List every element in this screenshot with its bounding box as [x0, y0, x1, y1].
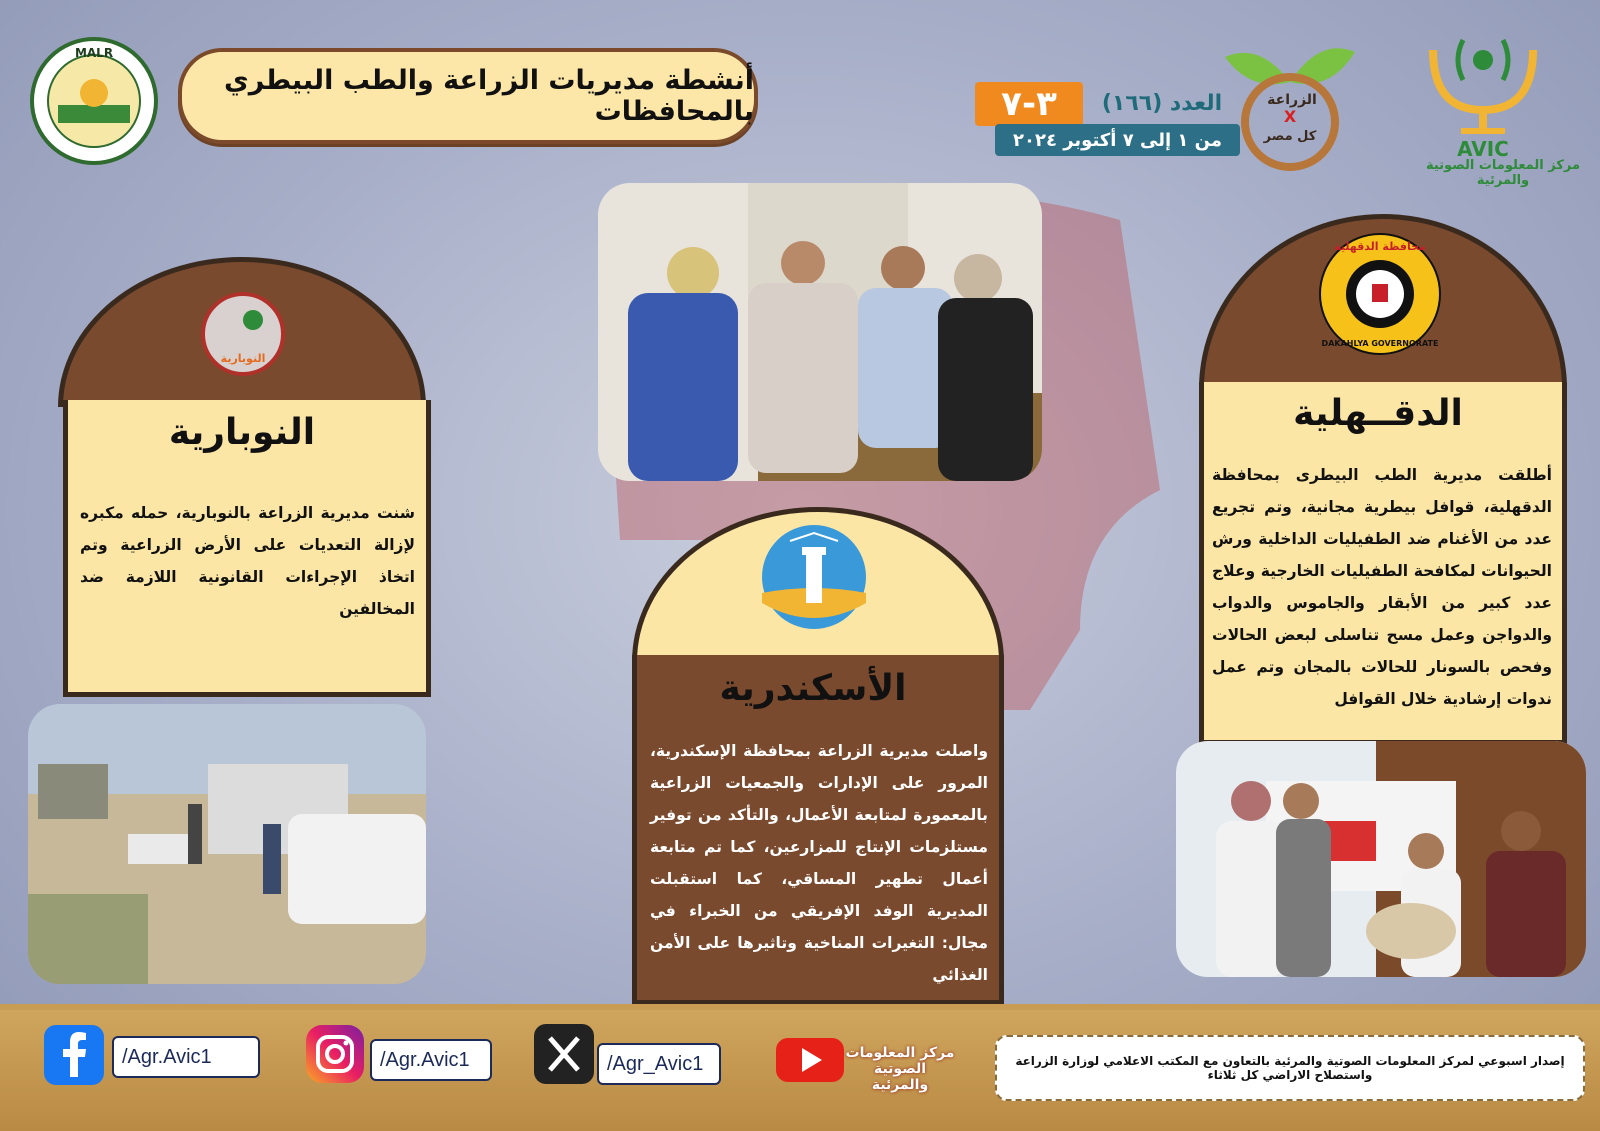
alexandria-title: الأسكندرية — [719, 668, 907, 709]
dakahlia-body: أطلقت مديرية الطب البيطرى بمحافظة الدقهلية، قوافل بيطرية مجانية، وتم تجريع عدد من الأغنام ضد الطفيليات الداخلية ورش الحيوانات لمكافحة الطفيليات الخارجية وعلاج عدد كبير من الأبقار والجاموس والدواب والدواجن وعمل مسح تناسلى لبعض الحالات وفحص بالسونار للحالات بالمجان وتم عمل ندوات إرشادية خلال القوافل — [1212, 466, 1552, 708]
nubaria-body: شنت مديرية الزراعة بالنوبارية، حمله مكبره لإزالة التعديات على الأرض الزراعية وتم اتخاذ الإجراءات القانونية اللازمة ضد المخالفين — [80, 504, 415, 618]
ministry-logo — [28, 35, 160, 167]
avic-logo — [1413, 10, 1553, 160]
youtube-icon[interactable] — [770, 1030, 850, 1090]
ministry-logo-text: MALR — [74, 46, 114, 60]
meeting-photo — [598, 183, 1042, 481]
campaign-logo — [1220, 22, 1360, 172]
instagram-handle-text: /Agr.Avic1 — [380, 1048, 470, 1071]
dakahlia-logo — [1318, 232, 1442, 356]
facebook-handle-text: /Agr.Avic1 — [122, 1045, 212, 1068]
facebook-icon[interactable] — [34, 1015, 114, 1095]
nubaria-logo — [195, 290, 291, 378]
issue-label: العدد (١٦٦) — [1101, 90, 1223, 116]
campaign-logo-line1: الزراعة — [1267, 92, 1317, 108]
nubaria-title: النوبارية — [168, 412, 316, 453]
issue-number-badge: ٣-٧ — [975, 82, 1083, 126]
instagram-handle[interactable] — [370, 1039, 492, 1081]
veterinary-convoy-photo — [1176, 741, 1586, 977]
nubaria-logo-text: النوبارية — [220, 352, 266, 365]
x-twitter-icon[interactable] — [528, 1018, 600, 1090]
facebook-handle[interactable] — [112, 1036, 260, 1078]
alexandria-logo — [760, 523, 868, 631]
youtube-caption: مركز المعلومات الصوتية والمرئية — [845, 1045, 955, 1093]
publish-note-text: إصدار اسبوعي لمركز المعلومات الصوتية والمرئية بالتعاون مع المكتب الاعلامي لوزارة الزراعة واستصلاح الاراضي كل ثلاثاء — [1015, 1054, 1565, 1082]
publish-note — [995, 1035, 1585, 1101]
avic-caption: مركز المعلومات الصوتية والمرئية — [1425, 158, 1581, 188]
alexandria-body: واصلت مديرية الزراعة بمحافظة الإسكندرية، المرور على الإدارات والجمعيات الزراعية بالمعمورة لمتابعة الأعمال، والتأكد من توفير مستلزمات الإنتاج للمزارعين، كما تم متابعة أعمال تطهير المساقي، كما استقبلت المديرية الوفد الإفريقي من الخبراء في مجال: التغيرات المناخية وتاثيرها على الأمن الغذائي — [650, 742, 988, 984]
x-handle-text: /Agr_Avic1 — [607, 1052, 704, 1075]
page-title — [178, 48, 758, 144]
avic-logo-text: AVIC — [1457, 137, 1509, 160]
dakahlia-logo-text: محافظة الدقهلية — [1334, 240, 1426, 253]
dakahlia-logo-text-en: DAKAHLYA GOVERNORATE — [1321, 339, 1439, 348]
campaign-logo-line3: كل مصر — [1263, 129, 1317, 144]
page-title-text: أنشطة مديريات الزراعة والطب البيطري بالمحافظات — [224, 65, 754, 127]
instagram-icon[interactable] — [296, 1015, 374, 1093]
x-handle[interactable] — [597, 1043, 721, 1085]
campaign-logo-line2: X — [1283, 107, 1297, 126]
dakahlia-title: الدقــهلية — [1293, 393, 1463, 434]
field-trucks-photo — [28, 704, 426, 984]
issue-date: من ١ إلى ٧ أكتوبر ٢٠٢٤ — [995, 124, 1240, 156]
